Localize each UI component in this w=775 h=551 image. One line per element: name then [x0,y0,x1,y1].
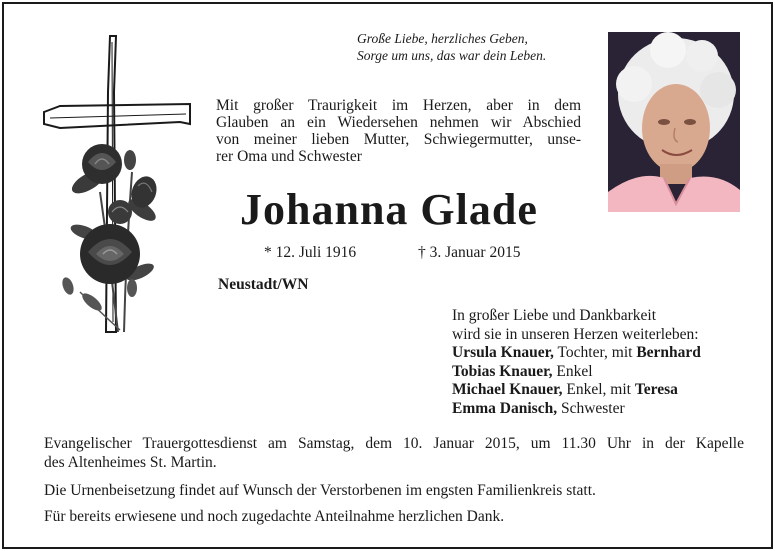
mourner-partner: Teresa [634,381,678,398]
mourner-name: Michael Knauer, [452,381,563,398]
mourner-name: Emma Danisch, [452,399,558,417]
intro-line-4: rer Oma und Schwester [216,148,362,165]
mourners-intro-1: In großer Liebe und Dankbarkeit [452,307,657,324]
mourner-partner: Bernhard [636,344,701,361]
intro-line-2: Glauben an ein Wiedersehen nehmen wir Abschied [216,114,581,131]
mourner-row [452,381,752,400]
service-line-2: des Altenheimes St. Martin. [44,454,217,471]
quote-line-2: Sorge um uns, das war dein Leben. [357,48,547,63]
intro-paragraph [216,97,581,165]
death-date: † 3. Januar 2015 [418,244,521,261]
mourner-row [452,344,752,363]
mourner-relation: Tochter, mit [553,344,637,361]
deceased-name: Johanna Glade [240,185,538,234]
memorial-quote [357,30,597,64]
mourner-row [452,363,752,382]
cross-with-roses-icon [40,32,192,352]
mourner-relation: Enkel [552,362,593,380]
portrait-photo [608,32,740,212]
intro-line-3: von meiner lieben Mutter, Schwiegermutter, unse- [216,131,581,148]
urn-notice: Die Urnenbeisetzung findet auf Wunsch der Verstorbenen im engsten Familienkreis statt. [44,482,596,499]
mourner-name: Tobias Knauer, [452,362,553,380]
mourner-name: Ursula Knauer, [452,344,554,361]
obituary-notice [2,2,773,549]
mourners-block [452,307,752,418]
thanks-notice: Für bereits erwiesene und noch zugedachte Anteilnahme herzlichen Dank. [44,508,505,525]
quote-line-1: Große Liebe, herzliches Geben, [357,31,528,46]
portrait-illustration [608,32,740,212]
mourner-row [452,400,752,419]
birth-date: * 12. Juli 1916 [264,244,357,261]
intro-line-1: Mit großer Traurigkeit im Herzen, aber in dem [216,97,581,114]
service-line-1: Evangelischer Trauergottesdienst am Samstag, dem 10. Januar 2015, um 11.30 Uhr in der Kapelle [44,435,744,452]
mourners-intro-2: wird sie in unseren Herzen weiterleben: [452,325,699,343]
mourner-relation: Schwester [557,399,625,417]
service-notice [44,434,744,472]
place: Neustadt/WN [218,276,309,293]
mourner-relation: Enkel, mit [562,381,635,398]
